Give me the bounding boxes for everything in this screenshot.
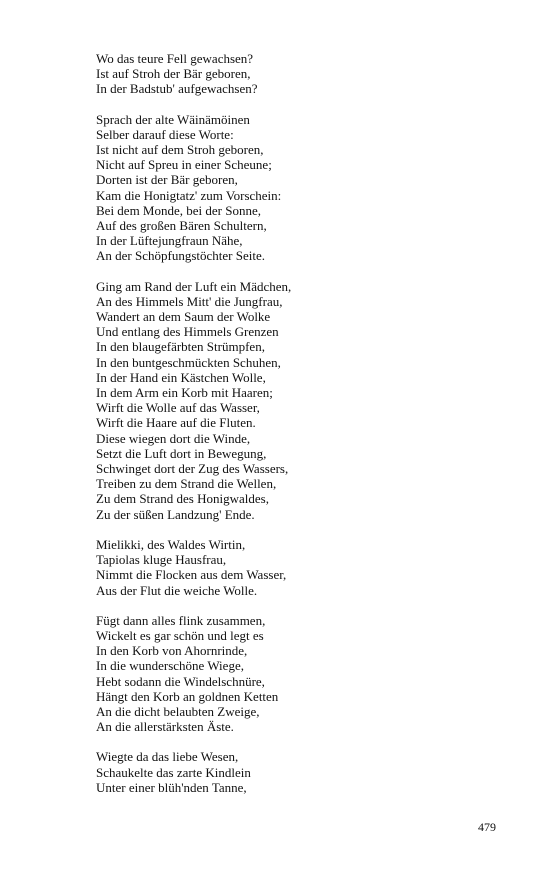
verse-line: Tapiolas kluge Hausfrau, xyxy=(96,552,227,568)
stanza xyxy=(96,613,516,735)
verse-line: Auf des großen Bären Schultern, xyxy=(96,218,267,234)
verse-line: An die allerstärksten Äste. xyxy=(96,719,234,735)
verse-line: In dem Arm ein Korb mit Haaren; xyxy=(96,385,273,401)
stanza xyxy=(96,51,516,97)
verse-line: Diese wiegen dort die Winde, xyxy=(96,430,251,446)
verse-line: Schaukelte das zarte Kindlein xyxy=(96,764,251,780)
verse-line: Ist auf Stroh der Bär geboren, xyxy=(96,66,251,82)
verse-line: Nimmt die Flocken aus dem Wasser, xyxy=(96,567,287,583)
verse-line: Fügt dann alles flink zusammen, xyxy=(96,612,266,628)
verse-line: Ist nicht auf dem Stroh geboren, xyxy=(96,142,264,158)
verse-line: Aus der Flut die weiche Wolle. xyxy=(96,582,258,598)
verse-line: Wirft die Wolle auf das Wasser, xyxy=(96,400,260,416)
verse-line: Wirft die Haare auf die Fluten. xyxy=(96,415,256,431)
verse-line: An des Himmels Mitt' die Jungfrau, xyxy=(96,293,283,309)
verse-line: Dorten ist der Bär geboren, xyxy=(96,172,238,188)
verse-line: In der Badstub' aufgewachsen? xyxy=(96,81,258,97)
verse-line: Unter einer blüh'nden Tanne, xyxy=(96,779,247,795)
page-number: 479 xyxy=(478,820,496,834)
verse-line: Nicht auf Spreu in einer Scheune; xyxy=(96,157,272,173)
verse-line: In den buntgeschmückten Schuhen, xyxy=(96,354,281,370)
verse-line: Wiegte da das liebe Wesen, xyxy=(96,749,239,765)
verse-line: Hängt den Korb an goldnen Ketten xyxy=(96,688,279,704)
verse-line: Und entlang des Himmels Grenzen xyxy=(96,324,279,340)
verse-line: In der Lüftejungfraun Nähe, xyxy=(96,233,243,249)
verse-line: In den Korb von Ahornrinde, xyxy=(96,643,248,659)
verse-line: In der Hand ein Kästchen Wolle, xyxy=(96,369,266,385)
verse-line: Zu der süßen Landzung' Ende. xyxy=(96,506,255,522)
verse-line: Kam die Honigtatz' zum Vorschein: xyxy=(96,187,282,203)
stanza xyxy=(96,112,516,264)
poem-text xyxy=(96,51,516,810)
verse-line: An die dicht belaubten Zweige, xyxy=(96,703,260,719)
verse-line: In den blaugefärbten Strümpfen, xyxy=(96,339,265,355)
verse-line: Ging am Rand der Luft ein Mädchen, xyxy=(96,278,292,294)
stanza xyxy=(96,749,516,795)
verse-line: Treiben zu dem Strand die Wellen, xyxy=(96,476,277,492)
verse-line: Wickelt es gar schön und legt es xyxy=(96,627,264,643)
verse-line: In die wunderschöne Wiege, xyxy=(96,658,244,674)
verse-line: Wandert an dem Saum der Wolke xyxy=(96,309,271,325)
verse-line: Zu dem Strand des Honigwaldes, xyxy=(96,491,269,507)
verse-line: Schwinget dort der Zug des Wassers, xyxy=(96,461,289,477)
stanza xyxy=(96,537,516,598)
verse-line: Selber darauf diese Worte: xyxy=(96,126,234,142)
verse-line: An der Schöpfungstöchter Seite. xyxy=(96,248,265,264)
verse-line: Setzt die Luft dort in Bewegung, xyxy=(96,445,267,461)
verse-line: Mielikki, des Waldes Wirtin, xyxy=(96,536,246,552)
verse-line: Sprach der alte Wäinämöinen xyxy=(96,111,250,127)
verse-line: Wo das teure Fell gewachsen? xyxy=(96,51,254,66)
stanza xyxy=(96,279,516,522)
verse-line: Hebt sodann die Windelschnüre, xyxy=(96,673,265,689)
verse-line: Bei dem Monde, bei der Sonne, xyxy=(96,202,261,218)
